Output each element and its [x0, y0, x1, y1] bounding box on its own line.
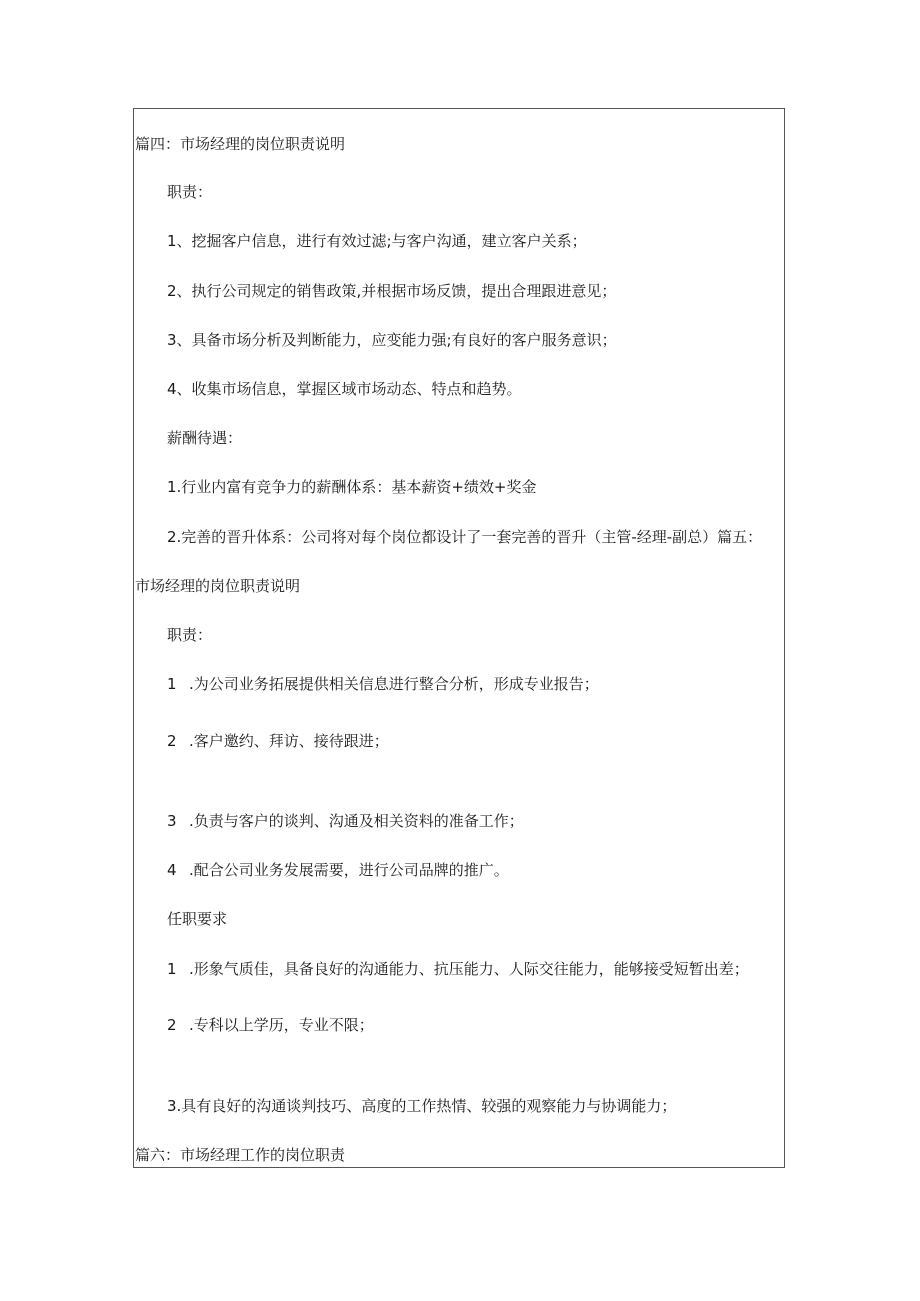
- section-4-duty-2: 2、执行公司规定的销售政策,并根据市场反馈，提出合理跟进意见；: [167, 282, 617, 300]
- section-4-salary-heading: 薪酬待遇：: [167, 429, 243, 447]
- list-text: .形象气质佳，具备良好的沟通能力、抗压能力、人际交往能力，能够接受短暂出差；: [189, 960, 749, 978]
- section-5-duty-2: [167, 731, 389, 751]
- section-6-title: 篇六：市场经理工作的岗位职责: [135, 1146, 346, 1164]
- list-number: 2: [167, 1016, 177, 1034]
- section-5-requirements-heading: 任职要求: [167, 910, 228, 928]
- section-4-duty-4: 4、收集市场信息，掌握区域市场动态、特点和趋势。: [167, 380, 522, 398]
- list-number: 1: [167, 960, 177, 978]
- section-4-salary-1: 1.行业内富有竞争力的薪酬体系：基本薪资+绩效+奖金: [167, 478, 537, 496]
- section-4-title: 篇四：市场经理的岗位职责说明: [135, 135, 346, 153]
- section-5-title: 市场经理的岗位职责说明: [135, 577, 301, 595]
- list-text: .配合公司业务发展需要，进行公司品牌的推广。: [189, 861, 509, 879]
- list-number: 4: [167, 861, 177, 879]
- section-5-duty-4: [167, 860, 509, 880]
- document-page-frame: [133, 108, 785, 1168]
- section-4-duty-1: 1、挖掘客户信息，进行有效过滤;与客户沟通，建立客户关系；: [167, 232, 587, 250]
- list-text: .负责与客户的谈判、沟通及相关资料的准备工作；: [189, 812, 524, 830]
- section-4-duties-heading: 职责：: [167, 183, 213, 201]
- section-5-requirement-3: 3.具有良好的沟通谈判技巧、高度的工作热情、较强的观察能力与协调能力；: [167, 1097, 677, 1115]
- list-number: 3: [167, 812, 177, 830]
- list-text: .客户邀约、拜访、接待跟进；: [189, 732, 389, 750]
- section-4-duty-3: 3、具备市场分析及判断能力，应变能力强;有良好的客户服务意识；: [167, 331, 617, 349]
- section-5-duties-heading: 职责：: [167, 626, 213, 644]
- section-4-salary-2: 2.完善的晋升体系：公司将对每个岗位都设计了一套完善的晋升（主管-经理-副总）篇五：: [167, 528, 763, 546]
- list-text: .为公司业务拓展提供相关信息进行整合分析，形成专业报告；: [189, 675, 599, 693]
- list-number: 1: [167, 675, 177, 693]
- section-5-duty-3: [167, 811, 524, 831]
- list-text: .专科以上学历，专业不限；: [189, 1016, 374, 1034]
- section-5-requirement-2: [167, 1015, 374, 1035]
- section-5-requirement-1: [167, 959, 749, 979]
- section-5-duty-1: [167, 674, 599, 694]
- list-number: 2: [167, 732, 177, 750]
